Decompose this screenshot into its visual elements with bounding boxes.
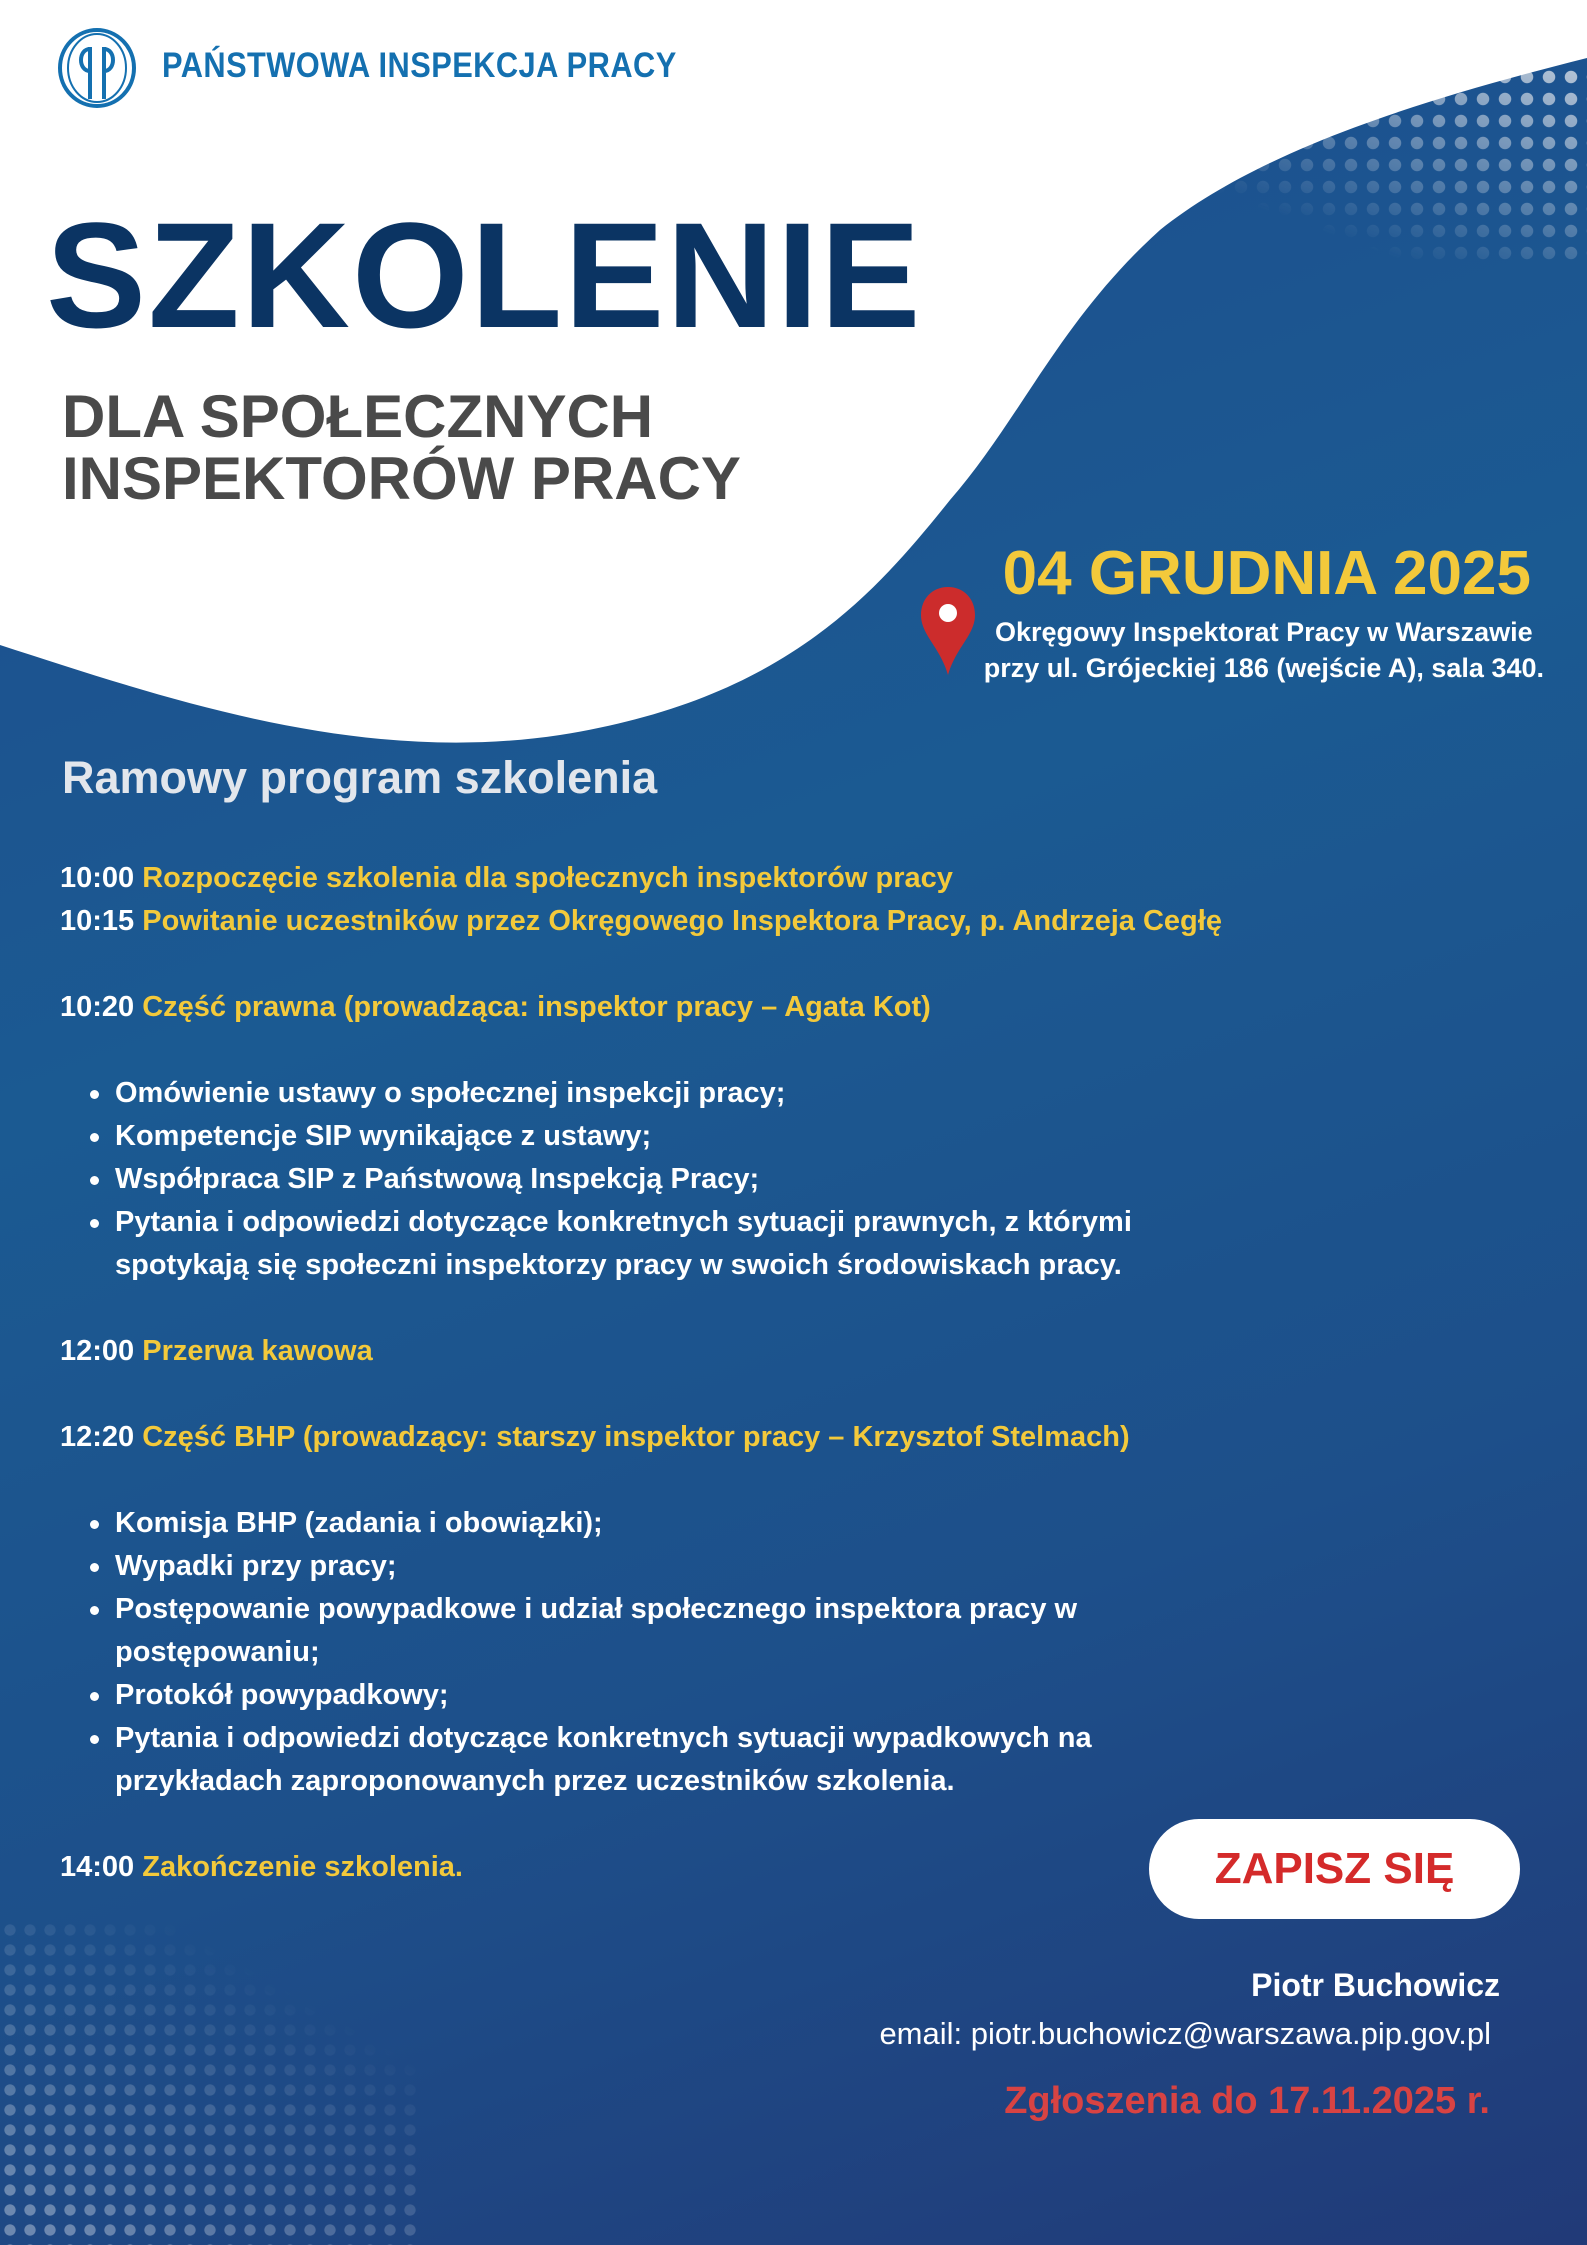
address-line: przy ul. Grójeckiej 186 (wejście A), sala 340. — [983, 653, 1544, 683]
halftone-pattern-bottom — [0, 1920, 420, 2245]
map-pin-icon — [918, 585, 978, 677]
list-item: Postępowanie powypadkowe i udział społecznego inspektora pracy w — [60, 1588, 1360, 1631]
program-time: 10:20 — [60, 991, 135, 1023]
program-time: 12:00 — [60, 1335, 135, 1367]
program-item — [60, 986, 1360, 1029]
list-item-continuation: spotykają się społeczni inspektorzy pracy w swoich środowiskach pracy. — [115, 1249, 1122, 1281]
list-item: Współpraca SIP z Państwową Inspekcją Pracy; — [60, 1158, 1360, 1201]
list-item: Pytania i odpowiedzi dotyczące konkretnych sytuacji prawnych, z którymi — [60, 1201, 1360, 1244]
list-item: Wypadki przy pracy; — [60, 1545, 1360, 1588]
list-item-continuation: przykładach zaproponowanych przez uczestników szkolenia. — [115, 1765, 955, 1797]
program-heading: Ramowy program szkolenia — [62, 752, 658, 803]
program-item — [60, 1330, 1360, 1373]
program-time: 10:15 — [60, 905, 135, 937]
program-desc: Część prawna (prowadząca: inspektor pracy – Agata Kot) — [142, 991, 931, 1023]
program-item — [60, 900, 1360, 943]
logo-text: PAŃSTWOWA INSPEKCJA PRACY — [162, 46, 677, 85]
program-item — [60, 1416, 1360, 1459]
signup-button[interactable]: ZAPISZ SIĘ — [1149, 1819, 1520, 1919]
page-title: SZKOLENIE — [46, 191, 923, 359]
program-list — [60, 857, 1360, 1889]
list-item: Omówienie ustawy o społecznej inspekcji pracy; — [60, 1072, 1360, 1115]
list-item: Kompetencje SIP wynikające z ustawy; — [60, 1115, 1360, 1158]
list-item: Pytania i odpowiedzi dotyczące konkretnych sytuacji wypadkowych na — [60, 1717, 1360, 1760]
program-desc: Część BHP (prowadzący: starszy inspektor pracy – Krzysztof Stelmach) — [142, 1421, 1130, 1453]
pip-logo-icon — [56, 27, 138, 109]
contact-name: Piotr Buchowicz — [1251, 1967, 1500, 2003]
program-time: 14:00 — [60, 1851, 135, 1883]
program-item — [60, 857, 1360, 900]
list-item-continuation: postępowaniu; — [115, 1636, 320, 1668]
event-date: 04 GRUDNIA 2025 — [1002, 539, 1531, 608]
event-address — [984, 614, 1544, 686]
list-item: Protokół powypadkowy; — [60, 1674, 1360, 1717]
program-desc: Powitanie uczestników przez Okręgowego Inspektora Pracy, p. Andrzeja Cegłę — [142, 905, 1222, 937]
address-line: Okręgowy Inspektorat Pracy w Warszawie — [994, 617, 1533, 647]
program-time: 12:20 — [60, 1421, 135, 1453]
subtitle-line: INSPEKTORÓW PRACY — [62, 445, 741, 512]
registration-deadline: Zgłoszenia do 17.11.2025 r. — [1004, 2080, 1490, 2122]
program-desc: Rozpoczęcie szkolenia dla społecznych inspektorów pracy — [142, 862, 953, 894]
contact-email[interactable]: email: piotr.buchowicz@warszawa.pip.gov.pl — [879, 2016, 1491, 2051]
subtitle — [62, 383, 741, 512]
program-desc: Przerwa kawowa — [142, 1335, 373, 1367]
program-time: 10:00 — [60, 862, 135, 894]
list-item: Komisja BHP (zadania i obowiązki); — [60, 1502, 1360, 1545]
program-desc: Zakończenie szkolenia. — [142, 1851, 463, 1883]
subtitle-line: DLA SPOŁECZNYCH — [62, 383, 654, 450]
